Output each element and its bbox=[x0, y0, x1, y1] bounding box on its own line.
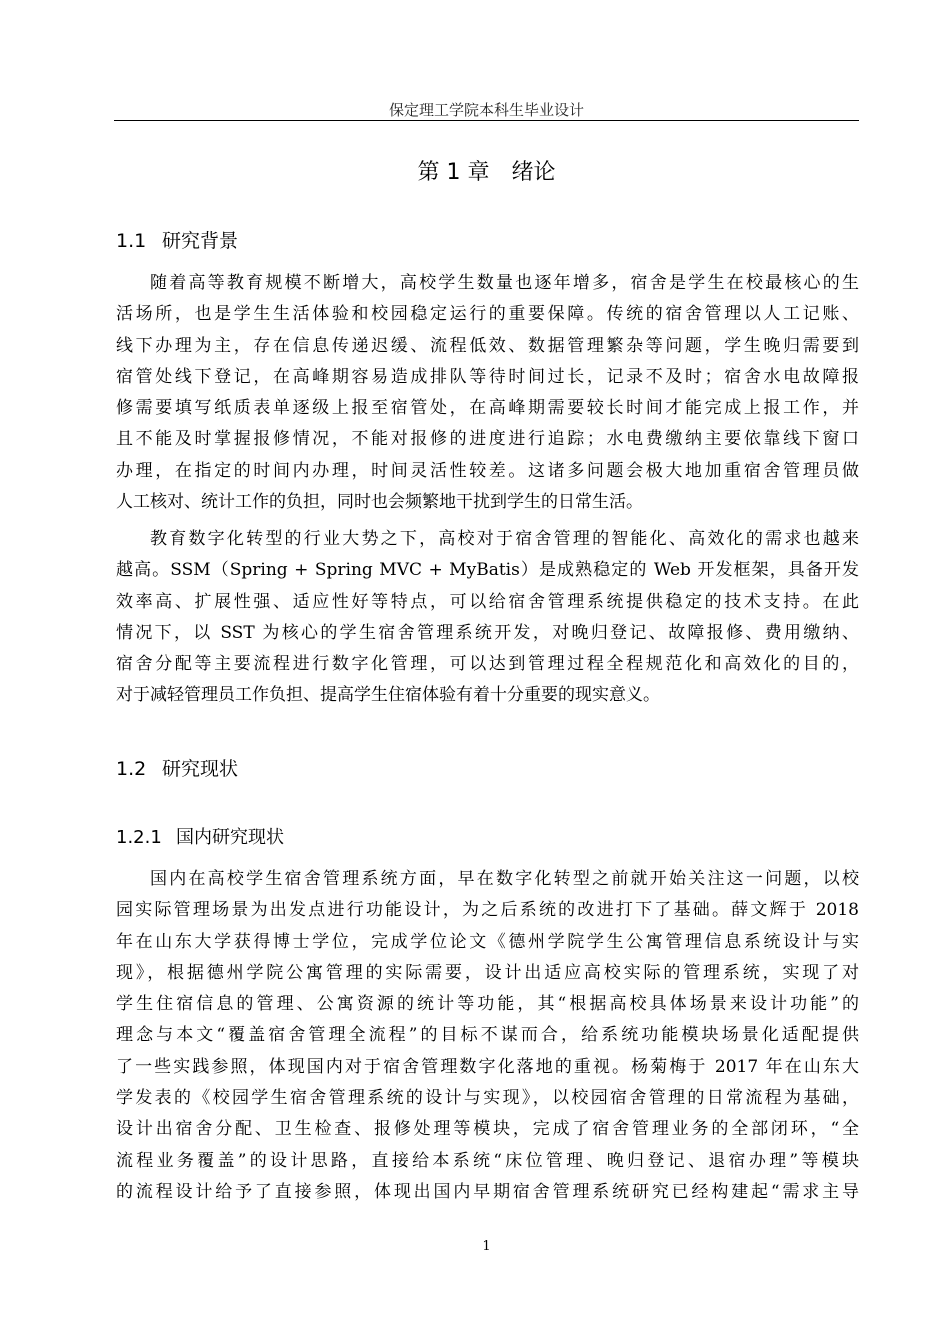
section-title: 研究现状 bbox=[162, 758, 239, 780]
text-line: 设计出宿舍分配、卫生检查、报修处理等模块，完成了宿舍管理业务的全部闭环，“全 bbox=[116, 1119, 859, 1140]
text-line: 宿舍分配等主要流程进行数字化管理，可以达到管理过程全程规范化和高效化的目的， bbox=[116, 654, 859, 675]
text-line: 年在山东大学获得博士学位，完成学位论文《德州学院学生公寓管理信息系统设计与实 bbox=[116, 931, 859, 952]
chapter-title bbox=[114, 158, 859, 188]
section-heading-1-1 bbox=[116, 228, 238, 254]
page-number: 1 bbox=[482, 1239, 491, 1254]
text-line: 理念与本文“覆盖宿舍管理全流程”的目标不谋而合，给系统功能模块场景化适配提供 bbox=[116, 1025, 859, 1046]
paragraph-background-2 bbox=[116, 524, 859, 712]
text-line: 国内在高校学生宿舍管理系统方面，早在数字化转型之前就开始关注这一问题，以校 bbox=[150, 869, 859, 889]
section-number: 1.2 bbox=[116, 758, 147, 780]
text-line: 随着高等教育规模不断增大，高校学生数量也逐年增多，宿舍是学生在校最核心的生 bbox=[150, 273, 859, 293]
subsection-heading-1-2-1 bbox=[116, 826, 284, 850]
text-line: 修需要填写纸质表单逐级上报至宿管处，在高峰期需要较长时间才能完成上报工作，并 bbox=[116, 398, 859, 419]
text-line: 宿管处线下登记，在高峰期容易造成排队等待时间过长，记录不及时；宿舍水电故障报 bbox=[116, 366, 859, 387]
subsection-title: 国内研究现状 bbox=[176, 827, 284, 848]
section-title: 研究背景 bbox=[162, 230, 239, 252]
paragraph-domestic-research bbox=[116, 864, 859, 1208]
section-heading-1-2 bbox=[116, 756, 238, 782]
text-line: 园实际管理场景为出发点进行功能设计，为之后系统的改进打下了基础。薛文辉于 2018 bbox=[116, 900, 859, 921]
text-line: 且不能及时掌握报修情况，不能对报修的进度进行追踪；水电费缴纳主要依靠线下窗口 bbox=[116, 429, 859, 450]
text-line: 线下办理为主，存在信息传递迟缓、流程低效、数据管理繁杂等问题，学生晚归需要到 bbox=[116, 335, 859, 356]
text-line: 教育数字化转型的行业大势之下，高校对于宿舍管理的智能化、高效化的需求也越来 bbox=[150, 529, 859, 549]
text-line: 活场所，也是学生生活体验和校园稳定运行的重要保障。传统的宿舍管理以人工记账、 bbox=[116, 304, 859, 325]
text-line: 学发表的《校园学生宿舍管理系统的设计与实现》，以校园宿舍管理的日常流程为基础， bbox=[116, 1088, 859, 1109]
chapter-label: 第 1 章 bbox=[417, 160, 490, 185]
running-header: 保定理工学院本科生毕业设计 bbox=[388, 101, 584, 119]
header-rule bbox=[114, 120, 859, 121]
chapter-name: 绪论 bbox=[511, 160, 556, 185]
subsection-number: 1.2.1 bbox=[116, 827, 162, 848]
section-number: 1.1 bbox=[116, 230, 147, 252]
paragraph-background-1 bbox=[116, 268, 859, 518]
text-line: 的流程设计给予了直接参照，体现出国内早期宿舍管理系统研究已经构建起“需求主导 bbox=[116, 1181, 859, 1202]
text-line: 人工核对、统计工作的负担，同时也会频繁地干扰到学生的日常生活。 bbox=[116, 492, 643, 513]
text-line: 学生住宿信息的管理、公寓资源的统计等功能，其“根据高校具体场景来设计功能”的 bbox=[116, 994, 859, 1015]
text-line: 对于减轻管理员工作负担、提高学生住宿体验有着十分重要的现实意义。 bbox=[116, 685, 660, 706]
text-line: 办理，在指定的时间内办理，时间灵活性较差。这诸多问题会极大地加重宿舍管理员做 bbox=[116, 460, 859, 481]
text-line: 现》，根据德州学院公寓管理的实际需要，设计出适应高校实际的管理系统，实现了对 bbox=[116, 962, 859, 983]
text-line: 情况下，以 SST 为核心的学生宿舍管理系统开发，对晚归登记、故障报修、费用缴纳、 bbox=[116, 622, 859, 643]
text-line: 了一些实践参照，体现国内对于宿舍管理数字化落地的重视。杨菊梅于 2017 年在山东大 bbox=[116, 1056, 859, 1077]
text-line: 效率高、扩展性强、适应性好等特点，可以给宿舍管理系统提供稳定的技术支持。在此 bbox=[116, 591, 859, 612]
text-line: 流程业务覆盖”的设计思路，直接给本系统“床位管理、晚归登记、退宿办理”等模块 bbox=[116, 1150, 859, 1171]
text-line: 越高。SSM（Spring + Spring MVC + MyBatis）是成熟稳定的 Web 开发框架，具备开发 bbox=[116, 560, 859, 581]
